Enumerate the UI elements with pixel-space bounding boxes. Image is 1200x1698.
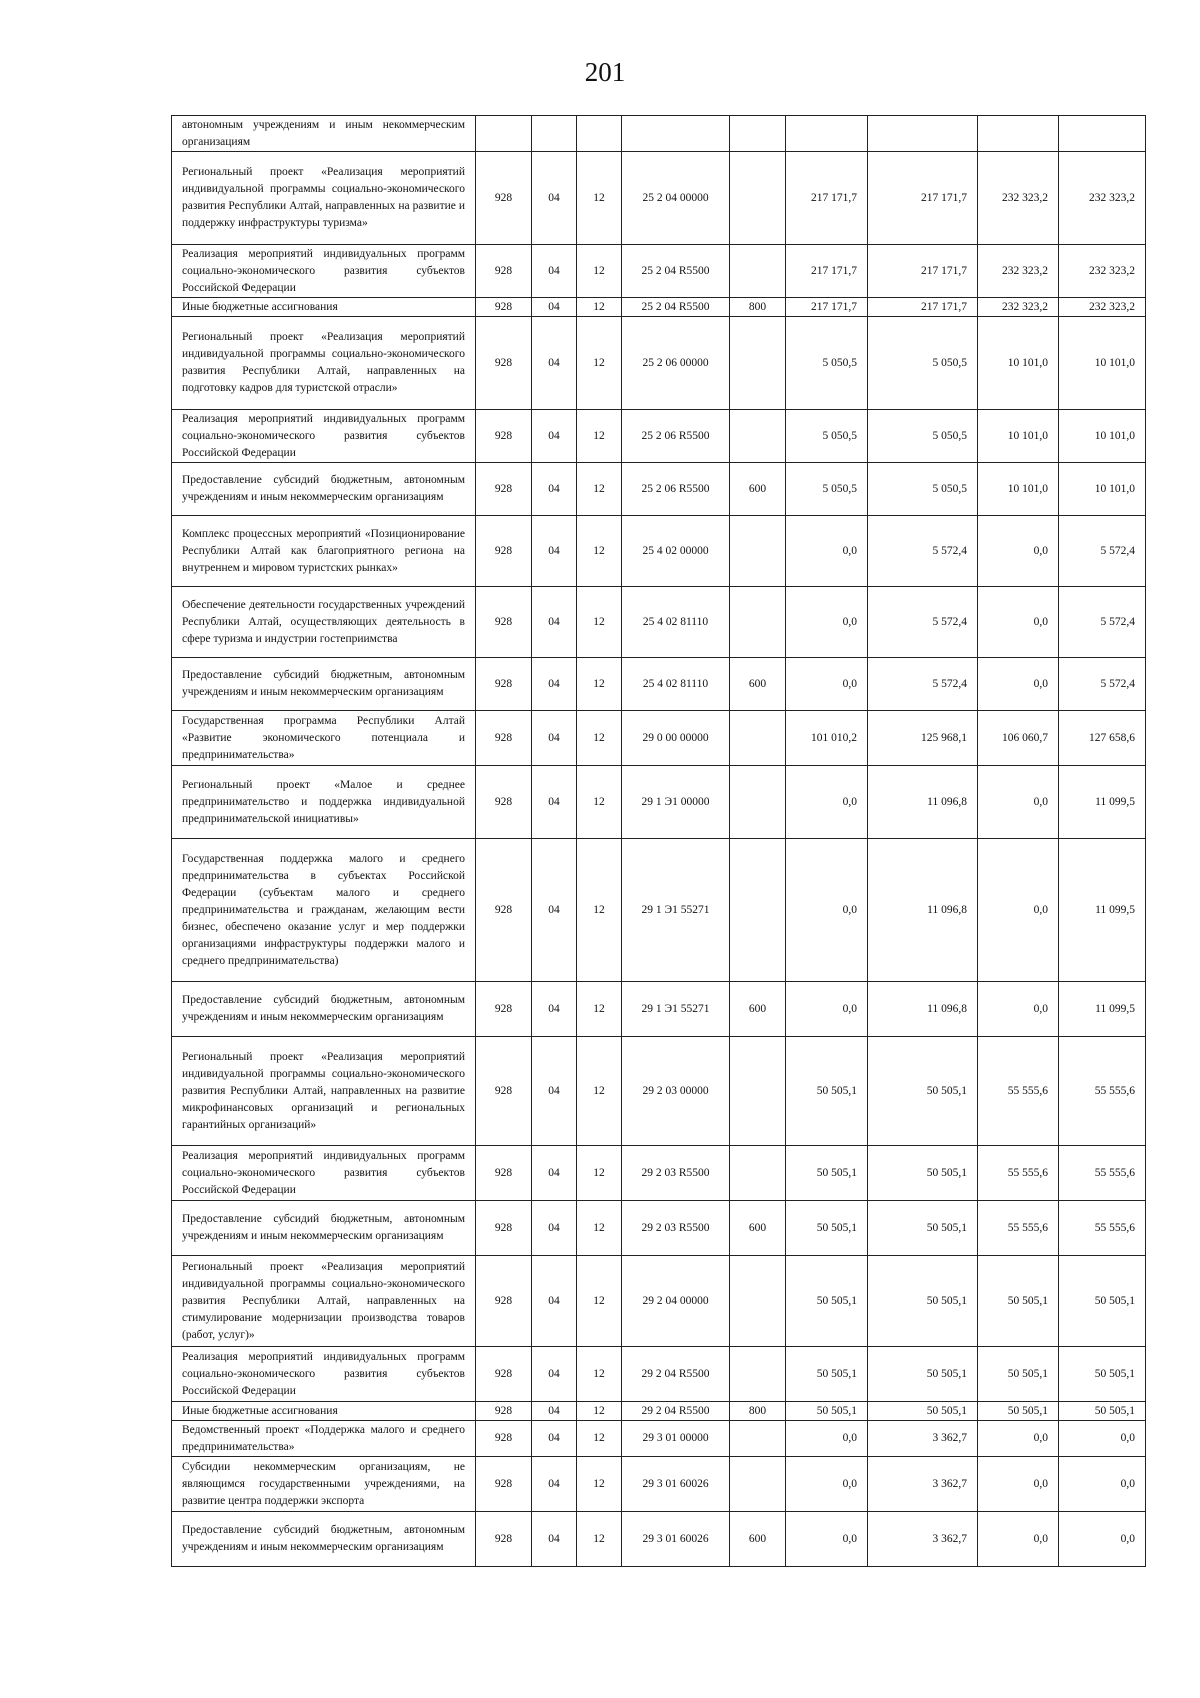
expense-type-code bbox=[730, 1347, 786, 1402]
amount-4: 5 572,4 bbox=[1059, 658, 1146, 711]
amount-1: 101 010,2 bbox=[786, 711, 868, 766]
amount-3: 0,0 bbox=[978, 587, 1059, 658]
row-name: Иные бюджетные ассигнования bbox=[172, 298, 476, 317]
expense-type-code: 800 bbox=[730, 1402, 786, 1421]
row-name: Региональный проект «Реализация мероприятий индивидуальной программы социально-экономического развития Республики Алтай, направленных на развитие и поддержку инфраструктуры туризма» bbox=[172, 152, 476, 245]
section-code: 04 bbox=[532, 516, 577, 587]
target-item-code: 29 2 04 R5500 bbox=[622, 1402, 730, 1421]
row-name: Реализация мероприятий индивидуальных программ социально-экономического развития субъектов Российской Федерации bbox=[172, 1146, 476, 1201]
subsection-code: 12 bbox=[577, 711, 622, 766]
amount-1: 0,0 bbox=[786, 658, 868, 711]
amount-4: 50 505,1 bbox=[1059, 1402, 1146, 1421]
section-code: 04 bbox=[532, 1037, 577, 1146]
row-name: Реализация мероприятий индивидуальных программ социально-экономического развития субъектов Российской Федерации bbox=[172, 245, 476, 298]
section-code: 04 bbox=[532, 982, 577, 1037]
amount-4: 11 099,5 bbox=[1059, 982, 1146, 1037]
row-name: Предоставление субсидий бюджетным, автономным учреждениям и иным некоммерческим организациям bbox=[172, 658, 476, 711]
row-name: Предоставление субсидий бюджетным, автономным учреждениям и иным некоммерческим организациям bbox=[172, 1512, 476, 1567]
section-code: 04 bbox=[532, 1512, 577, 1567]
section-code: 04 bbox=[532, 1201, 577, 1256]
target-item-code: 29 1 Э1 00000 bbox=[622, 766, 730, 839]
subsection-code: 12 bbox=[577, 463, 622, 516]
expense-type-code bbox=[730, 1146, 786, 1201]
expense-type-code: 600 bbox=[730, 982, 786, 1037]
target-item-code: 25 2 04 R5500 bbox=[622, 298, 730, 317]
table-body bbox=[172, 116, 1146, 1567]
amount-3: 10 101,0 bbox=[978, 317, 1059, 410]
amount-1: 217 171,7 bbox=[786, 298, 868, 317]
amount-1: 0,0 bbox=[786, 766, 868, 839]
subsection-code: 12 bbox=[577, 982, 622, 1037]
amount-2: 50 505,1 bbox=[868, 1037, 978, 1146]
section-code: 04 bbox=[532, 1402, 577, 1421]
table-row bbox=[172, 152, 1146, 245]
amount-3: 50 505,1 bbox=[978, 1347, 1059, 1402]
subsection-code: 12 bbox=[577, 1512, 622, 1567]
row-name: Ведомственный проект «Поддержка малого и среднего предпринимательства» bbox=[172, 1421, 476, 1457]
subsection-code: 12 bbox=[577, 317, 622, 410]
amount-4: 232 323,2 bbox=[1059, 152, 1146, 245]
target-item-code: 25 4 02 81110 bbox=[622, 658, 730, 711]
expense-type-code bbox=[730, 1457, 786, 1512]
amount-1: 5 050,5 bbox=[786, 410, 868, 463]
row-name: Обеспечение деятельности государственных учреждений Республики Алтай, осуществляющих деятельность в сфере туризма и индустрии гостеприимства bbox=[172, 587, 476, 658]
table-row bbox=[172, 245, 1146, 298]
ministry-code: 928 bbox=[476, 1146, 532, 1201]
amount-2: 11 096,8 bbox=[868, 982, 978, 1037]
amount-2: 5 050,5 bbox=[868, 317, 978, 410]
amount-3 bbox=[978, 116, 1059, 152]
section-code: 04 bbox=[532, 1457, 577, 1512]
expense-type-code: 800 bbox=[730, 298, 786, 317]
amount-1: 50 505,1 bbox=[786, 1347, 868, 1402]
amount-1: 50 505,1 bbox=[786, 1201, 868, 1256]
target-item-code: 29 2 03 R5500 bbox=[622, 1146, 730, 1201]
ministry-code: 928 bbox=[476, 1421, 532, 1457]
amount-1: 0,0 bbox=[786, 1421, 868, 1457]
amount-3: 0,0 bbox=[978, 982, 1059, 1037]
target-item-code: 29 0 00 00000 bbox=[622, 711, 730, 766]
subsection-code: 12 bbox=[577, 516, 622, 587]
amount-2: 50 505,1 bbox=[868, 1146, 978, 1201]
table-row bbox=[172, 1457, 1146, 1512]
amount-2: 5 572,4 bbox=[868, 516, 978, 587]
amount-2: 3 362,7 bbox=[868, 1457, 978, 1512]
amount-3: 232 323,2 bbox=[978, 245, 1059, 298]
target-item-code: 29 2 03 00000 bbox=[622, 1037, 730, 1146]
subsection-code: 12 bbox=[577, 298, 622, 317]
section-code: 04 bbox=[532, 410, 577, 463]
subsection-code: 12 bbox=[577, 1146, 622, 1201]
amount-1: 50 505,1 bbox=[786, 1402, 868, 1421]
target-item-code: 29 2 04 R5500 bbox=[622, 1347, 730, 1402]
ministry-code: 928 bbox=[476, 982, 532, 1037]
amount-2: 50 505,1 bbox=[868, 1256, 978, 1347]
amount-4: 10 101,0 bbox=[1059, 317, 1146, 410]
amount-4: 10 101,0 bbox=[1059, 410, 1146, 463]
amount-4: 11 099,5 bbox=[1059, 839, 1146, 982]
subsection-code: 12 bbox=[577, 1347, 622, 1402]
table-row bbox=[172, 1402, 1146, 1421]
amount-2: 3 362,7 bbox=[868, 1512, 978, 1567]
table-row bbox=[172, 1512, 1146, 1567]
amount-2: 11 096,8 bbox=[868, 766, 978, 839]
subsection-code: 12 bbox=[577, 1457, 622, 1512]
row-name: Региональный проект «Реализация мероприятий индивидуальной программы социально-экономического развития Республики Алтай, направленных на стимулирование модернизации производства товаров (работ, услуг)» bbox=[172, 1256, 476, 1347]
table-row bbox=[172, 658, 1146, 711]
subsection-code: 12 bbox=[577, 1421, 622, 1457]
amount-4: 232 323,2 bbox=[1059, 245, 1146, 298]
amount-3: 106 060,7 bbox=[978, 711, 1059, 766]
amount-2: 50 505,1 bbox=[868, 1347, 978, 1402]
subsection-code: 12 bbox=[577, 587, 622, 658]
table-row bbox=[172, 410, 1146, 463]
amount-1: 217 171,7 bbox=[786, 245, 868, 298]
ministry-code: 928 bbox=[476, 839, 532, 982]
section-code: 04 bbox=[532, 766, 577, 839]
amount-4: 55 555,6 bbox=[1059, 1146, 1146, 1201]
row-name: Субсидии некоммерческим организациям, не являющимся государственными учреждениями, на развитие центра поддержки экспорта bbox=[172, 1457, 476, 1512]
table-row bbox=[172, 587, 1146, 658]
section-code: 04 bbox=[532, 1146, 577, 1201]
section-code: 04 bbox=[532, 658, 577, 711]
amount-3: 0,0 bbox=[978, 658, 1059, 711]
amount-1 bbox=[786, 116, 868, 152]
ministry-code bbox=[476, 116, 532, 152]
section-code: 04 bbox=[532, 298, 577, 317]
target-item-code: 25 2 06 R5500 bbox=[622, 463, 730, 516]
table-row bbox=[172, 1256, 1146, 1347]
expense-type-code bbox=[730, 152, 786, 245]
expense-type-code: 600 bbox=[730, 658, 786, 711]
expense-type-code bbox=[730, 317, 786, 410]
expense-type-code bbox=[730, 410, 786, 463]
amount-4: 50 505,1 bbox=[1059, 1256, 1146, 1347]
section-code: 04 bbox=[532, 463, 577, 516]
row-name: Государственная поддержка малого и среднего предпринимательства в субъектах Российской Федерации (субъектам малого и среднего предпринимательства и гражданам, желающим вести бизнес, обеспечено оказание услуг и мер поддержки организациями инфраструктуры поддержки малого и среднего предпринимательства) bbox=[172, 839, 476, 982]
table-row bbox=[172, 1347, 1146, 1402]
table-row bbox=[172, 839, 1146, 982]
amount-2: 50 505,1 bbox=[868, 1201, 978, 1256]
amount-3: 0,0 bbox=[978, 839, 1059, 982]
table-row bbox=[172, 516, 1146, 587]
table-row bbox=[172, 1421, 1146, 1457]
target-item-code: 29 2 04 00000 bbox=[622, 1256, 730, 1347]
amount-4: 0,0 bbox=[1059, 1457, 1146, 1512]
table-row bbox=[172, 711, 1146, 766]
amount-2: 5 572,4 bbox=[868, 658, 978, 711]
subsection-code: 12 bbox=[577, 245, 622, 298]
ministry-code: 928 bbox=[476, 1457, 532, 1512]
amount-4: 232 323,2 bbox=[1059, 298, 1146, 317]
ministry-code: 928 bbox=[476, 317, 532, 410]
table-row bbox=[172, 766, 1146, 839]
amount-2: 5 050,5 bbox=[868, 463, 978, 516]
row-name: Иные бюджетные ассигнования bbox=[172, 1402, 476, 1421]
target-item-code: 25 2 04 R5500 bbox=[622, 245, 730, 298]
row-name: Региональный проект «Реализация мероприятий индивидуальной программы социально-экономического развития Республики Алтай, направленных на подготовку кадров для туристской отрасли» bbox=[172, 317, 476, 410]
page-number: 201 bbox=[584, 57, 626, 87]
amount-3: 232 323,2 bbox=[978, 298, 1059, 317]
expense-type-code bbox=[730, 1037, 786, 1146]
row-name: Реализация мероприятий индивидуальных программ социально-экономического развития субъектов Российской Федерации bbox=[172, 1347, 476, 1402]
section-code: 04 bbox=[532, 1421, 577, 1457]
amount-2: 5 050,5 bbox=[868, 410, 978, 463]
amount-3: 55 555,6 bbox=[978, 1037, 1059, 1146]
expense-type-code bbox=[730, 766, 786, 839]
table-row bbox=[172, 1037, 1146, 1146]
ministry-code: 928 bbox=[476, 463, 532, 516]
ministry-code: 928 bbox=[476, 245, 532, 298]
section-code bbox=[532, 116, 577, 152]
amount-1: 5 050,5 bbox=[786, 317, 868, 410]
amount-1: 217 171,7 bbox=[786, 152, 868, 245]
amount-3: 50 505,1 bbox=[978, 1256, 1059, 1347]
budget-table bbox=[171, 115, 1146, 1567]
target-item-code: 25 2 06 R5500 bbox=[622, 410, 730, 463]
expense-type-code: 600 bbox=[730, 1512, 786, 1567]
amount-4: 10 101,0 bbox=[1059, 463, 1146, 516]
table-row bbox=[172, 116, 1146, 152]
expense-type-code bbox=[730, 116, 786, 152]
expense-type-code: 600 bbox=[730, 463, 786, 516]
ministry-code: 928 bbox=[476, 516, 532, 587]
ministry-code: 928 bbox=[476, 152, 532, 245]
amount-4 bbox=[1059, 116, 1146, 152]
ministry-code: 928 bbox=[476, 1402, 532, 1421]
row-name: Региональный проект «Малое и среднее предпринимательство и поддержка индивидуальной предпринимательской инициативы» bbox=[172, 766, 476, 839]
amount-3: 50 505,1 bbox=[978, 1402, 1059, 1421]
subsection-code: 12 bbox=[577, 658, 622, 711]
expense-type-code bbox=[730, 245, 786, 298]
amount-2: 217 171,7 bbox=[868, 152, 978, 245]
section-code: 04 bbox=[532, 1256, 577, 1347]
section-code: 04 bbox=[532, 711, 577, 766]
target-item-code: 25 2 04 00000 bbox=[622, 152, 730, 245]
amount-4: 127 658,6 bbox=[1059, 711, 1146, 766]
table-row bbox=[172, 463, 1146, 516]
subsection-code: 12 bbox=[577, 152, 622, 245]
section-code: 04 bbox=[532, 839, 577, 982]
subsection-code: 12 bbox=[577, 1201, 622, 1256]
amount-4: 50 505,1 bbox=[1059, 1347, 1146, 1402]
ministry-code: 928 bbox=[476, 1512, 532, 1567]
amount-1: 5 050,5 bbox=[786, 463, 868, 516]
target-item-code: 29 3 01 00000 bbox=[622, 1421, 730, 1457]
section-code: 04 bbox=[532, 1347, 577, 1402]
amount-3: 0,0 bbox=[978, 766, 1059, 839]
amount-3: 55 555,6 bbox=[978, 1201, 1059, 1256]
amount-3: 0,0 bbox=[978, 516, 1059, 587]
amount-4: 0,0 bbox=[1059, 1421, 1146, 1457]
subsection-code: 12 bbox=[577, 410, 622, 463]
target-item-code: 29 2 03 R5500 bbox=[622, 1201, 730, 1256]
amount-3: 232 323,2 bbox=[978, 152, 1059, 245]
ministry-code: 928 bbox=[476, 711, 532, 766]
section-code: 04 bbox=[532, 587, 577, 658]
amount-1: 50 505,1 bbox=[786, 1037, 868, 1146]
subsection-code: 12 bbox=[577, 839, 622, 982]
ministry-code: 928 bbox=[476, 658, 532, 711]
ministry-code: 928 bbox=[476, 1347, 532, 1402]
amount-1: 0,0 bbox=[786, 1457, 868, 1512]
amount-2: 217 171,7 bbox=[868, 245, 978, 298]
target-item-code: 29 3 01 60026 bbox=[622, 1512, 730, 1567]
amount-1: 50 505,1 bbox=[786, 1256, 868, 1347]
amount-2 bbox=[868, 116, 978, 152]
amount-3: 0,0 bbox=[978, 1457, 1059, 1512]
amount-3: 0,0 bbox=[978, 1421, 1059, 1457]
amount-3: 55 555,6 bbox=[978, 1146, 1059, 1201]
table-row bbox=[172, 1146, 1146, 1201]
amount-4: 0,0 bbox=[1059, 1512, 1146, 1567]
amount-1: 0,0 bbox=[786, 982, 868, 1037]
ministry-code: 928 bbox=[476, 1256, 532, 1347]
row-name: автономным учреждениям и иным некоммерческим организациям bbox=[172, 116, 476, 152]
amount-4: 55 555,6 bbox=[1059, 1037, 1146, 1146]
row-name: Комплекс процессных мероприятий «Позиционирование Республики Алтай как благоприятного региона на внутреннем и мировом туристских рынках» bbox=[172, 516, 476, 587]
ministry-code: 928 bbox=[476, 410, 532, 463]
amount-1: 0,0 bbox=[786, 839, 868, 982]
subsection-code: 12 bbox=[577, 1402, 622, 1421]
expense-type-code bbox=[730, 839, 786, 982]
amount-1: 0,0 bbox=[786, 587, 868, 658]
subsection-code bbox=[577, 116, 622, 152]
target-item-code: 25 4 02 81110 bbox=[622, 587, 730, 658]
target-item-code: 29 3 01 60026 bbox=[622, 1457, 730, 1512]
amount-2: 11 096,8 bbox=[868, 839, 978, 982]
row-name: Реализация мероприятий индивидуальных программ социально-экономического развития субъектов Российской Федерации bbox=[172, 410, 476, 463]
ministry-code: 928 bbox=[476, 587, 532, 658]
target-item-code: 29 1 Э1 55271 bbox=[622, 982, 730, 1037]
amount-2: 5 572,4 bbox=[868, 587, 978, 658]
amount-1: 50 505,1 bbox=[786, 1146, 868, 1201]
expense-type-code bbox=[730, 1256, 786, 1347]
target-item-code bbox=[622, 116, 730, 152]
amount-1: 0,0 bbox=[786, 516, 868, 587]
amount-4: 11 099,5 bbox=[1059, 766, 1146, 839]
expense-type-code bbox=[730, 1421, 786, 1457]
section-code: 04 bbox=[532, 245, 577, 298]
amount-3: 0,0 bbox=[978, 1512, 1059, 1567]
table-row bbox=[172, 298, 1146, 317]
expense-type-code bbox=[730, 516, 786, 587]
ministry-code: 928 bbox=[476, 298, 532, 317]
row-name: Региональный проект «Реализация мероприятий индивидуальной программы социально-экономического развития Республики Алтай, направленных на развитие микрофинансовых организаций и региональных гарантийных организаций» bbox=[172, 1037, 476, 1146]
expense-type-code bbox=[730, 587, 786, 658]
ministry-code: 928 bbox=[476, 1201, 532, 1256]
amount-3: 10 101,0 bbox=[978, 463, 1059, 516]
row-name: Предоставление субсидий бюджетным, автономным учреждениям и иным некоммерческим организациям bbox=[172, 982, 476, 1037]
expense-type-code bbox=[730, 711, 786, 766]
section-code: 04 bbox=[532, 317, 577, 410]
table-row bbox=[172, 317, 1146, 410]
ministry-code: 928 bbox=[476, 766, 532, 839]
subsection-code: 12 bbox=[577, 1256, 622, 1347]
amount-4: 5 572,4 bbox=[1059, 516, 1146, 587]
subsection-code: 12 bbox=[577, 1037, 622, 1146]
amount-4: 55 555,6 bbox=[1059, 1201, 1146, 1256]
amount-4: 5 572,4 bbox=[1059, 587, 1146, 658]
amount-2: 125 968,1 bbox=[868, 711, 978, 766]
expense-type-code: 600 bbox=[730, 1201, 786, 1256]
target-item-code: 29 1 Э1 55271 bbox=[622, 839, 730, 982]
amount-2: 217 171,7 bbox=[868, 298, 978, 317]
target-item-code: 25 2 06 00000 bbox=[622, 317, 730, 410]
section-code: 04 bbox=[532, 152, 577, 245]
row-name: Предоставление субсидий бюджетным, автономным учреждениям и иным некоммерческим организациям bbox=[172, 1201, 476, 1256]
amount-3: 10 101,0 bbox=[978, 410, 1059, 463]
target-item-code: 25 4 02 00000 bbox=[622, 516, 730, 587]
ministry-code: 928 bbox=[476, 1037, 532, 1146]
amount-1: 0,0 bbox=[786, 1512, 868, 1567]
row-name: Государственная программа Республики Алтай «Развитие экономического потенциала и предпринимательства» bbox=[172, 711, 476, 766]
row-name: Предоставление субсидий бюджетным, автономным учреждениям и иным некоммерческим организациям bbox=[172, 463, 476, 516]
table-row bbox=[172, 982, 1146, 1037]
table-row bbox=[172, 1201, 1146, 1256]
subsection-code: 12 bbox=[577, 766, 622, 839]
amount-2: 3 362,7 bbox=[868, 1421, 978, 1457]
amount-2: 50 505,1 bbox=[868, 1402, 978, 1421]
